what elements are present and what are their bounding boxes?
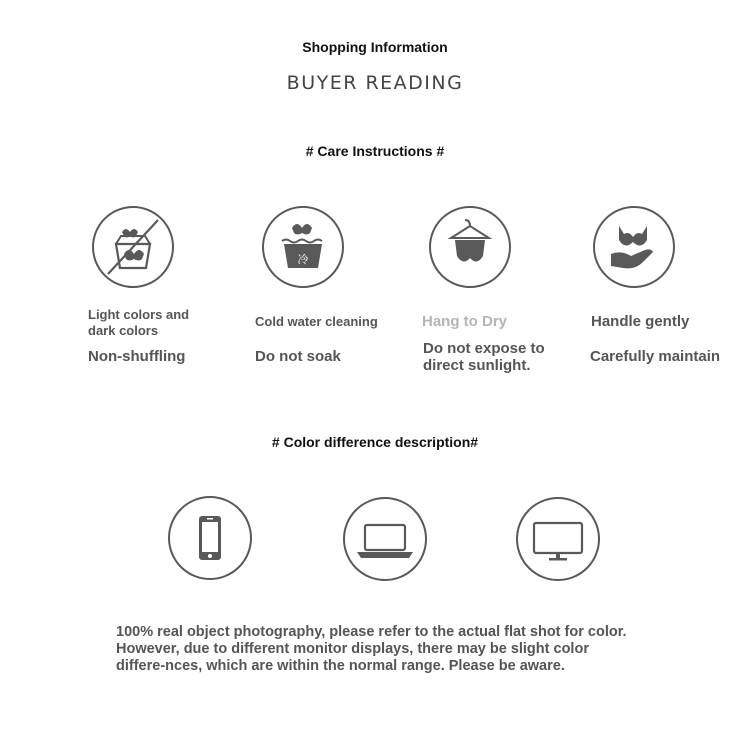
smartphone-icon <box>168 496 252 580</box>
no-wash-bra-icon <box>92 206 174 288</box>
page-title: Shopping Information <box>302 39 448 55</box>
care-item-2-line1: Cold water cleaning <box>255 314 378 329</box>
hand-bra-icon <box>593 206 675 288</box>
cold-water-wash-icon <box>262 206 344 288</box>
color-description: 100% real object photography, please refer to the actual flat shot for color. However, due to different monitor displays, there may be slight color differe-nces, which are within the normal range. Please be aware. <box>116 624 627 674</box>
page-subtitle: BUYER READING <box>286 72 464 94</box>
care-item-3-line2: Do not expose to direct sunlight. <box>423 340 545 374</box>
color-section-title: # Color difference description# <box>271 434 479 450</box>
laptop-icon <box>343 497 427 581</box>
svg-text:冷: 冷 <box>297 253 309 266</box>
care-item-4-line2: Carefully maintain <box>590 348 721 365</box>
care-item-1-line2: Non-shuffling <box>88 348 186 365</box>
hanger-icon <box>429 206 511 288</box>
care-item-3-line1: Hang to Dry <box>422 313 508 330</box>
monitor-icon <box>516 497 600 581</box>
care-section-title: # Care Instructions # <box>305 143 445 159</box>
care-item-4-line1: Handle gently <box>591 313 690 330</box>
care-item-1-line1: Light colors and dark colors <box>88 307 190 338</box>
care-item-2-line2: Do not soak <box>255 348 341 365</box>
